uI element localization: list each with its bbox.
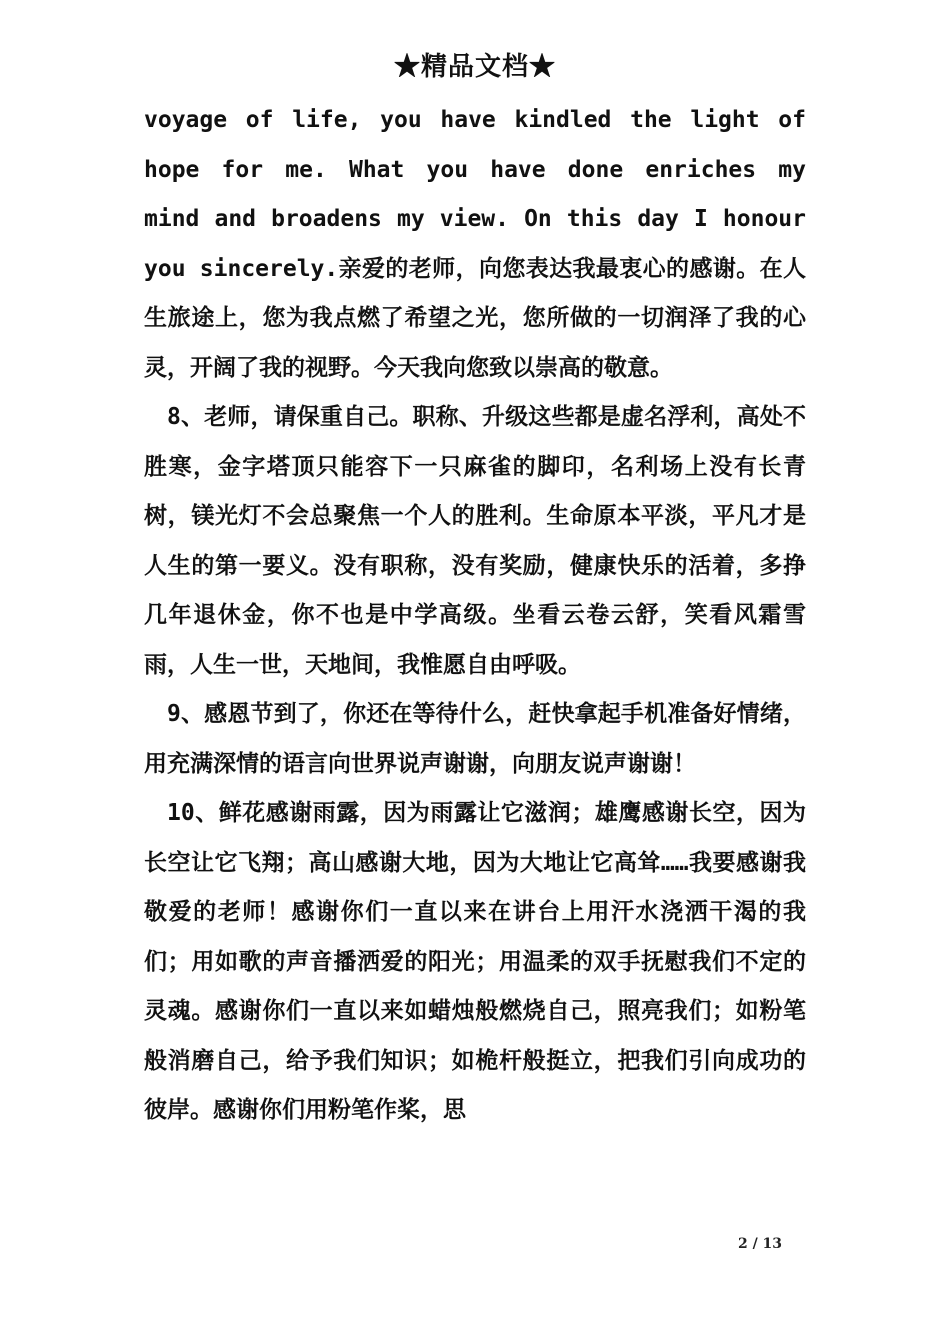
paragraph-4: 10、鲜花感谢雨露，因为雨露让它滋润；雄鹰感谢长空，因为长空让它飞翔；高山感谢大地，因为大地让它高耸……我要感谢我敬爱的老师！感谢你们一直以来在讲台上用汗水浇洒干渴的我们；用如歌的声音播洒爱的阳光；用温柔的双手抚慰我们不定的灵魂。感谢你们一直以来如蜡烛般燃烧自己，照亮我们；如粉笔般消磨自己，给予我们知识；如桅杆般挺立，把我们引向成功的彼岸。感谢你们用粉笔作桨，思 [144, 800, 806, 1123]
page-number: 2 / 13 [737, 1236, 783, 1252]
paragraph-1: voyage of life, you have kindled the light of hope for me. What you have done enriches my mind and broadens my view. On this day I honour you sincerely.亲爱的老师，向您表达我最衷心的感谢。在人生旅途上，您为我点燃了希望之光，您所做的一切润泽了我的心灵，开阔了我的视野。今天我向您致以崇高的敬意。 [144, 107, 806, 381]
page-header-title: ★精品文档★ [393, 52, 556, 82]
paragraph-2: 8、老师，请保重自己。职称、升级这些都是虚名浮利，高处不胜寒，金字塔顶只能容下一只麻雀的脚印，名利场上没有长青树，镁光灯不会总聚焦一个人的胜利。生命原本平淡，平凡才是人生的第一要义。没有职称，没有奖励，健康快乐的活着，多挣几年退休金，你不也是中学高级。坐看云卷云舒，笑看风霜雪雨，人生一世，天地间，我惟愿自由呼吸。 [144, 404, 806, 678]
paragraph-3: 9、感恩节到了，你还在等待什么，赶快拿起手机准备好情绪，用充满深情的语言向世界说声谢谢，向朋友说声谢谢！ [144, 701, 806, 777]
document-body [144, 96, 806, 1136]
